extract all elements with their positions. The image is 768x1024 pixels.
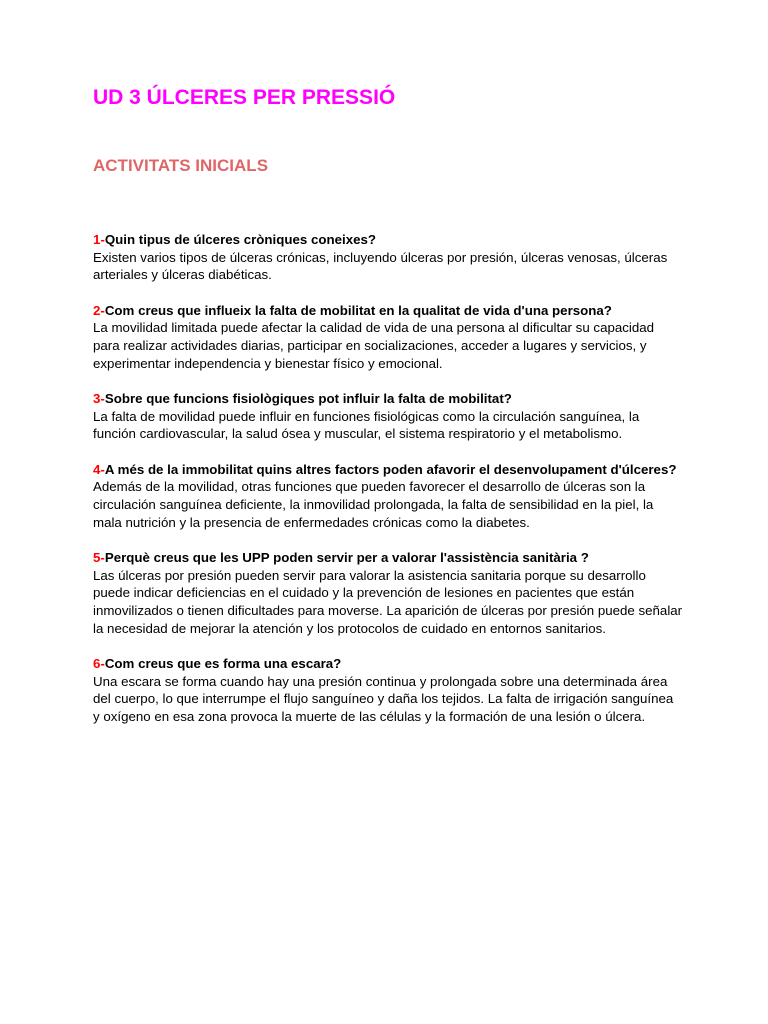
question-5 xyxy=(93,549,683,567)
answer-3: La falta de movilidad puede influir en funciones fisiológicas como la circulación sanguínea, la función cardiovascular, la salud ósea y muscular, el sistema respiratorio y el metabolismo. xyxy=(93,408,640,442)
question-block-4 xyxy=(93,461,683,532)
question-text-2: Com creus que influeix la falta de mobilitat en la qualitat de vida d'una persona? xyxy=(104,302,612,318)
answer-4: Además de la movilidad, otras funciones que pueden favorecer el desarrollo de úlceras son la circulación sanguínea deficiente, la inmovilidad prolongada, la falta de sensibilidad en la piel, la mala nutrición y la presencia de enfermedades crónicas como la diabetes. xyxy=(93,479,654,530)
question-number-6: 6- xyxy=(93,655,105,671)
question-number-4: 4- xyxy=(93,461,105,477)
question-number-3: 3- xyxy=(93,390,105,406)
document-title: UD 3 ÚLCERES PER PRESSIÓ xyxy=(93,86,396,109)
question-number-2: 2- xyxy=(93,302,105,318)
question-2 xyxy=(93,302,683,320)
question-block-2 xyxy=(93,302,683,373)
answer-5: Las úlceras por presión pueden servir para valorar la asistencia sanitaria porque su desarrollo puede indicar deficiencias en el cuidado y la prevención de lesiones en pacientes que están inmovilizados o tienen dificultades para moverse. La aparición de úlceras por presión puede señalar la necesidad de mejorar la atención y los protocolos de cuidado en entornos sanitarios. xyxy=(93,567,683,636)
question-block-5 xyxy=(93,549,683,638)
answer-6: Una escara se forma cuando hay una presión continua y prolongada sobre una determinada área del cuerpo, lo que interrumpe el flujo sanguíneo y daña los tejidos. La falta de irrigación sanguínea y oxígeno en esa zona provoca la muerte de las células y la formación de una lesión o úlcera. xyxy=(93,673,674,724)
question-text-3: Sobre que funcions fisiològiques pot influir la falta de mobilitat? xyxy=(104,390,512,406)
answer-1: Existen varios tipos de úlceras crónicas, incluyendo úlceras por presión, úlceras venosas, úlceras arteriales y úlceras diabéticas. xyxy=(93,249,668,283)
question-text-6: Com creus que es forma una escara? xyxy=(104,655,342,671)
answer-2: La movilidad limitada puede afectar la calidad de vida de una persona al dificultar su capacidad para realizar actividades diarias, participar en socializaciones, acceder a lugares y servicios, y experimentar independencia y bienestar físico y emocional. xyxy=(93,320,655,371)
question-block-3 xyxy=(93,390,683,443)
section-heading: ACTIVITATS INICIALS xyxy=(93,156,269,175)
question-text-1: Quin tipus de úlceres cròniques coneixes? xyxy=(104,232,377,247)
question-block-1 xyxy=(93,231,683,284)
question-1 xyxy=(93,231,683,249)
question-3 xyxy=(93,390,683,408)
question-number-1: 1- xyxy=(93,232,105,247)
question-text-5: Perquè creus que les UPP poden servir per a valorar l'assistència sanitària ? xyxy=(104,549,589,565)
question-block-6 xyxy=(93,655,683,726)
question-text-4: A més de la immobilitat quins altres factors poden afavorir el desenvolupament d'úlceres? xyxy=(104,461,677,477)
question-4 xyxy=(93,461,683,479)
question-list xyxy=(93,231,683,743)
question-6 xyxy=(93,655,683,673)
question-number-5: 5- xyxy=(93,549,105,565)
